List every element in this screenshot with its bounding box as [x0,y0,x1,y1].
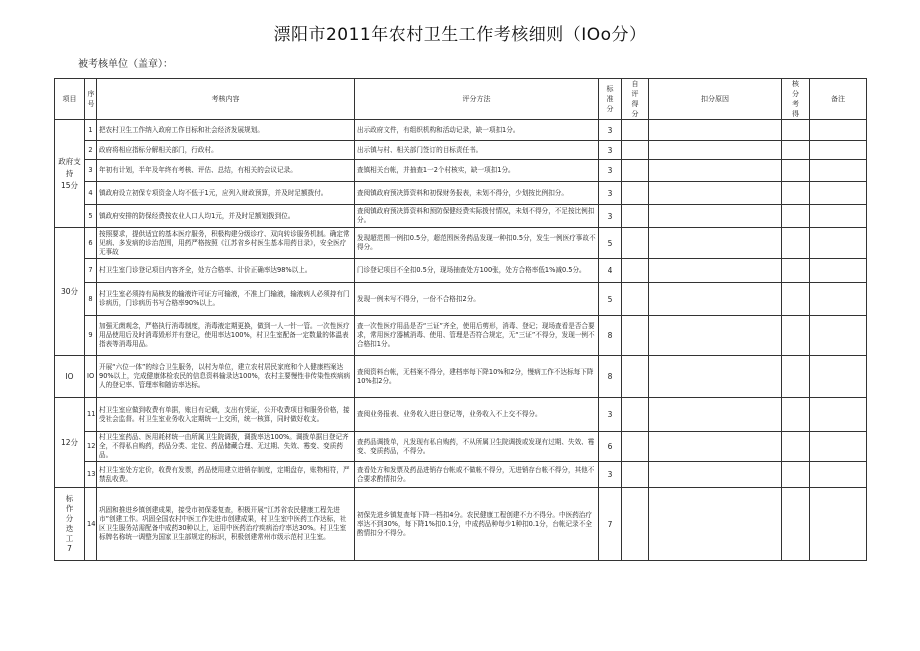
checked-score-cell[interactable] [782,462,810,488]
note-cell[interactable] [810,160,867,182]
note-cell[interactable] [810,205,867,228]
col-seq: 序号 [85,79,97,120]
table-row: 30分 6 按照要求，提供适宜的基本医疗服务，积极构建分级诊疗、双向转诊服务机制。确定常见病、多发病的诊治范围，用药严格按照《江苏省乡村医生基本用药目录》，安全医疗无事故 发现超范围一例扣0.5分，超范围医务药品发现一种扣0.5分，发生一例医疗事故不得分。 5 [55,228,867,259]
checked-score-cell[interactable] [782,182,810,205]
checked-score-cell[interactable] [782,205,810,228]
table-row: 8 村卫生室必须持有局核发的输液许可证方可输液，不准上门输液，输液病人必须持有门诊病历，门诊病历书写合格率90%以上。 发现一例未写不得分，一份不合格扣2分。 5 [55,283,867,316]
reason-cell[interactable] [649,228,782,259]
note-cell[interactable] [810,316,867,356]
category-cell: 12分 [55,398,85,488]
self-score-cell[interactable] [622,462,649,488]
reason-cell[interactable] [649,316,782,356]
self-score-cell[interactable] [622,228,649,259]
table-row: 13 村卫生室处方定价，收费有发票，药品使用建立进销存制度，定期盘存，账物相符，严禁乱收费。 查看处方和发票及药品进销存台帐或不做帐不得分，无进销存台帐不得分，其他不合要求酌情扣分。 3 [55,462,867,488]
note-cell[interactable] [810,398,867,432]
reason-cell[interactable] [649,259,782,283]
col-content: 考核内容 [97,79,355,120]
note-cell[interactable] [810,283,867,316]
header-row [55,79,867,120]
self-score-cell[interactable] [622,283,649,316]
table-row: 12分 11 村卫生室应做到收费有单据，账目有记载，支出有凭证，公开收费项目和服务价格，接受社会监督。村卫生室业务收入定期统一上交所，统一核算，同时做好收支。 查阅业务报表、业务收入进日登记等，业务收入不上交不得分。 3 [55,398,867,432]
col-note: 备注 [810,79,867,120]
checked-score-cell[interactable] [782,283,810,316]
checked-score-cell[interactable] [782,432,810,462]
col-checked-score: 核分考得 [782,79,810,120]
reason-cell[interactable] [649,462,782,488]
table-row: 5 镇政府安排的防保经费按农业人口人均1元，并及时足额划拨到位。 查阅镇政府预决算资料和预防保健经费实际拨付情况，未划不得分，不足按比例扣分。 3 [55,205,867,228]
self-score-cell[interactable] [622,182,649,205]
table-row: 4 镇政府设立初保专项资金人均不低于1元，应列入财政预算，并及时足额拨付。 查阅镇政府预决算资料和初保财务报表，未划不得分，少划按比例扣分。 3 [55,182,867,205]
col-self-score: 自评得分 [622,79,649,120]
category-cell: 政府支 持 15分 [55,120,85,228]
checked-score-cell[interactable] [782,259,810,283]
reason-cell[interactable] [649,488,782,561]
reason-cell[interactable] [649,182,782,205]
checked-score-cell[interactable] [782,398,810,432]
reason-cell[interactable] [649,120,782,141]
page-title: 漂阳市2011年农村卫生工作考核细则（IOo分） [273,25,647,45]
checked-score-cell[interactable] [782,356,810,398]
self-score-cell[interactable] [622,356,649,398]
category-cell: 30分 [55,228,85,356]
checked-score-cell[interactable] [782,316,810,356]
note-cell[interactable] [810,488,867,561]
note-cell[interactable] [810,432,867,462]
reason-cell[interactable] [649,160,782,182]
note-cell[interactable] [810,120,867,141]
self-score-cell[interactable] [622,259,649,283]
checked-score-cell[interactable] [782,141,810,160]
checked-score-cell[interactable] [782,160,810,182]
self-score-cell[interactable] [622,205,649,228]
col-project: 项目 [55,79,85,120]
note-cell[interactable] [810,259,867,283]
self-score-cell[interactable] [622,316,649,356]
reason-cell[interactable] [649,432,782,462]
self-score-cell[interactable] [622,488,649,561]
table-row: 12 村卫生室药品、医用耗材统一由所属卫生院调拨，调拨率达100%。调拨单据目登记齐全，不得私自购药，药品分类、定位、药品储藏合理、无过期、失效、霉变、变质药品。 查药品调拨单，凡发现有私自购药，不从所属卫生院调拨或发现有过期、失效、霉变、变质药品，不得分。 6 [55,432,867,462]
self-score-cell[interactable] [622,398,649,432]
unit-label: 被考核单位（盖章）： [78,59,173,70]
category-cell: 标作分迭工7 [55,488,85,561]
col-reason: 扣分原因 [649,79,782,120]
table-row: 标作分迭工7 14 巩固和推进乡镇创建成果，接受市初保委复查，积极开展“江苏省农民健康工程先进市”创建工作。巩固全国农村中医工作先进市创建成果，村卫生室中医药工作达标，社区卫生服务站需配备中成药30种以上，运用中医药治疗疾病治疗率达30%。村卫生室标牌名称统一调整为国家卫生部规定的标识，积极创建常州市级示范村卫生室。 初保先进乡镇复查每下降一档扣4分。农民健康工程创建不力不得分。中医药治疗率达不到30%，每下降1%扣0.1分，中成药品种每少1种扣0.1分，台帐记录不全酌情扣分不得分。 7 [55,488,867,561]
table-row: IO IO 开展“六位一体”的综合卫生服务，以村为单位，建立农村居民家庭和个人健康档案达90%以上，完成健康体检农民的信息资料输录达100%，农村主要慢性非传染性疾病病人的登记率、管理率和随访率达标。 查阅资料台帐，无档案不得分，建档率每下降10%和2分，慢病工作不达标每下降10%扣2分。 8 [55,356,867,398]
assessment-table [54,78,867,561]
reason-cell[interactable] [649,283,782,316]
table-row: 2 政府将相应指标分解相关部门，行政村。 出示镇与村、相关部门签订的目标责任书。 3 [55,141,867,160]
note-cell[interactable] [810,182,867,205]
self-score-cell[interactable] [622,160,649,182]
reason-cell[interactable] [649,356,782,398]
table-row: 7 村卫生室门诊登记项目内容齐全，处方合格率、计价正确率达98%以上。 门诊登记项目不全扣0.5分，现场抽查处方100张，处方合格率低1%减0.5分。 4 [55,259,867,283]
note-cell[interactable] [810,462,867,488]
checked-score-cell[interactable] [782,488,810,561]
checked-score-cell[interactable] [782,120,810,141]
note-cell[interactable] [810,228,867,259]
self-score-cell[interactable] [622,432,649,462]
self-score-cell[interactable] [622,120,649,141]
col-standard: 标准分 [599,79,622,120]
table-row: 9 加强无菌观念，严格执行消毒制度，消毒液定期更换，做到一人一针一管。一次性医疗用品使用后及时消毒毁形并有登记，使用率达100%，村卫生室配备一定数量的体温表指表等消毒用品。 查一次性医疗用品是否“三证”齐全，使用后剪形，消毒、登记；现场查看是否合要求，常用医疗器械消毒、使用、管理是否符合规定，无“三证”不得分，发现一例不合格扣1分。 8 [55,316,867,356]
col-method: 评分方法 [355,79,599,120]
note-cell[interactable] [810,141,867,160]
category-cell: IO [55,356,85,398]
reason-cell[interactable] [649,141,782,160]
note-cell[interactable] [810,356,867,398]
reason-cell[interactable] [649,205,782,228]
self-score-cell[interactable] [622,141,649,160]
checked-score-cell[interactable] [782,228,810,259]
table-row: 3 年初有计划，半年及年终有考核、评估、总结，有相关的会议记录。 查镇相关台帐，并抽查1一2个村核实，缺一项扣1分。 3 [55,160,867,182]
table-row: 政府支 持 15分 1 把农村卫生工作纳入政府工作目标和社会经济发展规划。 出示政府文件，有组织机构和活动记录，缺一项扣1分。 3 [55,120,867,141]
reason-cell[interactable] [649,398,782,432]
